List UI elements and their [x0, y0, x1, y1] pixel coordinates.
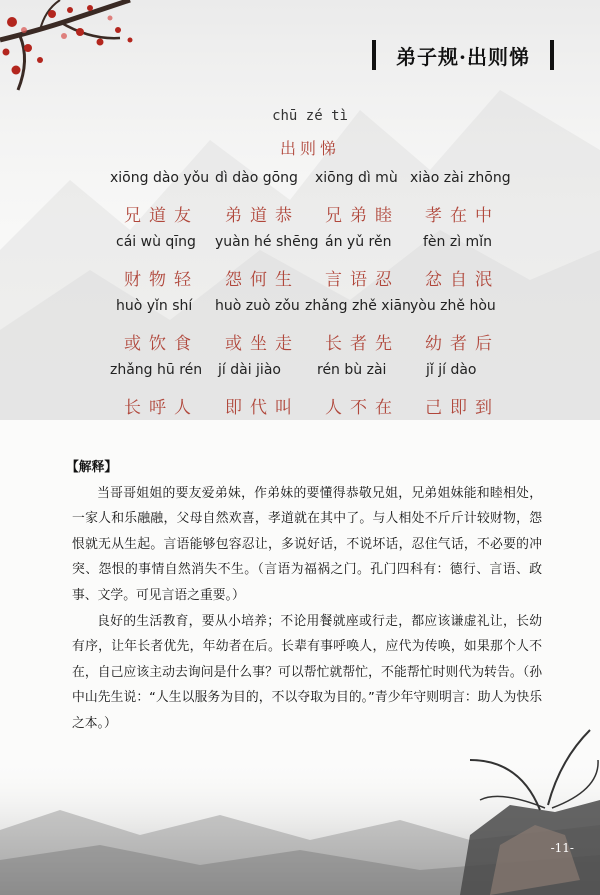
pinyin-phrase: xiōng dào yǒu: [110, 170, 210, 186]
hanzi-phrase: 兄弟睦: [325, 206, 400, 226]
chapter-title: 弟子规·出则悌: [396, 44, 530, 69]
pinyin-phrase: yòu zhě hòu: [410, 298, 496, 314]
hanzi-phrase: 兄道友: [124, 206, 199, 226]
bracket-bar-left: [372, 40, 376, 70]
pinyin-phrase: huò zuò zǒu: [215, 298, 300, 314]
hanzi-phrase: 财物轻: [124, 270, 199, 290]
hanzi-row-1: [110, 201, 510, 225]
pinyin-phrase: rén bù zài: [317, 362, 387, 378]
hanzi-phrase: 或饮食: [124, 334, 199, 354]
hanzi-phrase: 长者先: [325, 334, 400, 354]
pinyin-row-1: [110, 170, 510, 194]
bracket-bar-right: [550, 40, 554, 70]
explanation-section: [66, 455, 542, 737]
pinyin-phrase: huò yǐn shí: [116, 298, 193, 314]
pinyin-phrase: zhǎng zhě xiān: [305, 298, 411, 314]
hanzi-phrase: 孝在中: [425, 206, 500, 226]
hanzi-row-2: [110, 265, 510, 289]
explanation-paragraph: 当哥哥姐姐的要友爱弟妹，作弟妹的要懂得恭敬兄姐，兄弟姐妹能和睦相处，一家人和乐融融，父母自然欢喜，孝道就在其中了。与人相处不斤斤计较财物，怨恨就无从生起。言语能够包容忍让，多说好话，不说坏话，忍住气话，不必要的冲突、怨恨的事情自然消失不生。（言语为福祸之门。孔门四科有：德行、言语、政事、文学。可见言语之重要。）: [72, 485, 542, 603]
hanzi-phrase: 或坐走: [225, 334, 300, 354]
hanzi-phrase: 怨何生: [225, 270, 300, 290]
pinyin-phrase: xiào zài zhōng: [410, 170, 511, 186]
pinyin-phrase: dì dào gōng: [215, 170, 298, 186]
pinyin-phrase: zhǎng hū rén: [110, 362, 203, 378]
hanzi-phrase: 即代叫: [225, 398, 300, 418]
pinyin-phrase: xiōng dì mù: [315, 170, 398, 186]
hanzi-phrase: 忿自泯: [425, 270, 500, 290]
page-number: -11-: [550, 841, 574, 855]
verse-title: 出则悌: [279, 139, 340, 158]
hanzi-row-3: [110, 329, 510, 353]
pinyin-row-2: [110, 234, 510, 258]
hanzi-phrase: 人不在: [325, 398, 400, 418]
pinyin-phrase: án yǔ rěn: [325, 234, 392, 250]
pinyin-phrase: jǐ jí dào: [426, 362, 477, 378]
chapter-title-tag: [368, 36, 558, 74]
explanation-paragraph: 良好的生活教育，要从小培养；不论用餐就座或行走，都应该谦虚礼让，长幼有序，让年长者优先，年幼者在后。长辈有事呼唤人，应代为传唤，如果那个人不在，自己应该主动去询问是什么事？可以帮忙就帮忙，不能帮忙时则代为转告。（孙中山先生说：“人生以服务为目的，不以夺取为目的。”青少年守则明言：助人为快乐之本。）: [72, 613, 542, 731]
pinyin-phrase: jí dài jiào: [218, 362, 281, 378]
hanzi-phrase: 弟道恭: [225, 206, 300, 226]
pinyin-phrase: yuàn hé shēng: [215, 234, 319, 250]
hanzi-phrase: 言语忍: [325, 270, 400, 290]
pinyin-row-4: [110, 362, 510, 386]
pinyin-row-3: [110, 298, 510, 322]
pinyin-phrase: cái wù qīng: [116, 234, 196, 250]
verse-title-pinyin: chū zé tì: [272, 108, 348, 124]
hanzi-phrase: 己即到: [425, 398, 500, 418]
hanzi-phrase: 幼者后: [425, 334, 500, 354]
pinyin-phrase: fèn zì mǐn: [423, 234, 492, 250]
explanation-label: 【解释】: [66, 460, 118, 475]
hanzi-phrase: 长呼人: [124, 398, 199, 418]
hanzi-row-4: [110, 393, 510, 417]
